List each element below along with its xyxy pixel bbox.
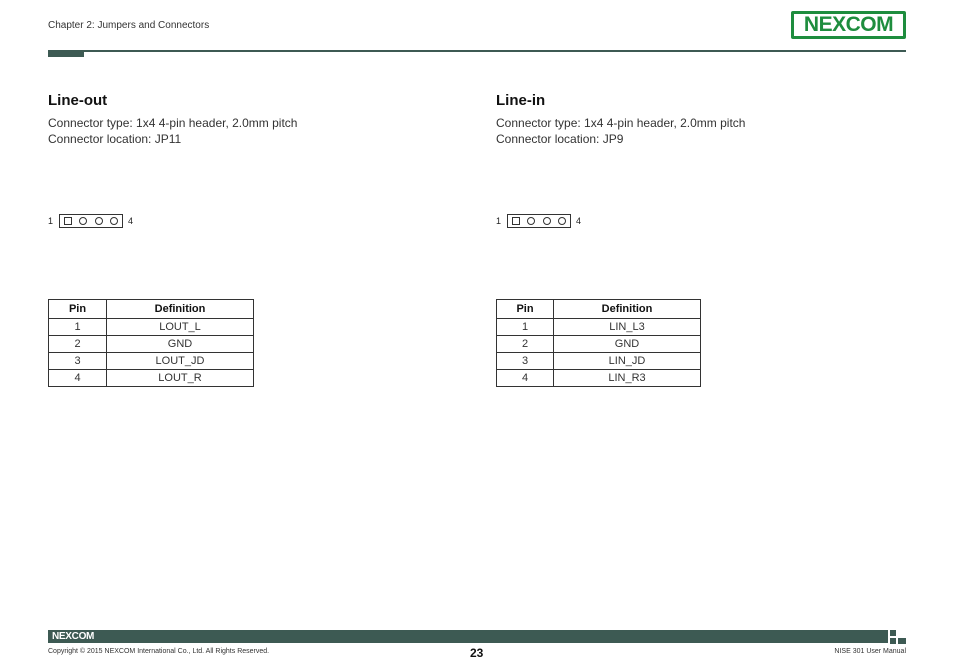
definition-cell: LOUT_L xyxy=(107,319,254,336)
pin-2-round xyxy=(527,217,535,225)
pin-3-round xyxy=(95,217,103,225)
pin-cell: 4 xyxy=(49,370,107,387)
header-rule xyxy=(48,50,906,52)
footer-decor-square xyxy=(890,630,896,636)
header-pin: Pin xyxy=(497,300,554,319)
pin-end-label: 4 xyxy=(128,216,134,226)
pin-table-line-in xyxy=(496,299,701,387)
header-definition: Definition xyxy=(107,300,254,319)
table-row xyxy=(49,319,254,336)
table-header-row xyxy=(497,300,701,319)
header-pin: Pin xyxy=(49,300,107,319)
table-row xyxy=(497,336,701,353)
footer-decor-square xyxy=(890,638,896,644)
footer-decor-square xyxy=(898,638,906,644)
connector-type-line-out: Connector type: 1x4 4-pin header, 2.0mm pitch xyxy=(48,116,298,130)
copyright-text: Copyright © 2015 NEXCOM International Co., Ltd. All Rights Reserved. xyxy=(48,648,270,655)
pin-cell: 1 xyxy=(497,319,554,336)
pin-cell: 4 xyxy=(497,370,554,387)
page-number: 23 xyxy=(470,646,484,660)
section-title-line-in: Line-in xyxy=(496,92,546,109)
pin-4-round xyxy=(558,217,566,225)
pin-cell: 2 xyxy=(49,336,107,353)
pin-end-label: 4 xyxy=(576,216,582,226)
pin-3-round xyxy=(543,217,551,225)
table-header-row xyxy=(49,300,254,319)
definition-cell: LIN_JD xyxy=(554,353,701,370)
header-outline xyxy=(507,214,571,228)
definition-cell: GND xyxy=(107,336,254,353)
logo-text: NEXCOM xyxy=(803,13,894,36)
pin-cell: 3 xyxy=(497,353,554,370)
footer-bar xyxy=(48,630,888,643)
footer-logo: NEXCOM xyxy=(52,631,95,642)
table-row xyxy=(497,319,701,336)
section-title-line-out: Line-out xyxy=(48,92,108,109)
definition-cell: LOUT_R xyxy=(107,370,254,387)
chapter-title: Chapter 2: Jumpers and Connectors xyxy=(48,20,210,31)
connector-type-line-in: Connector type: 1x4 4-pin header, 2.0mm pitch xyxy=(496,116,746,130)
table-row xyxy=(49,370,254,387)
pin-1-square xyxy=(512,217,520,225)
definition-cell: LIN_L3 xyxy=(554,319,701,336)
pin-start-label: 1 xyxy=(48,216,54,226)
table-row xyxy=(497,370,701,387)
pin-4-round xyxy=(110,217,118,225)
header-rule-tab xyxy=(48,50,84,57)
pin-cell: 1 xyxy=(49,319,107,336)
definition-cell: LOUT_JD xyxy=(107,353,254,370)
connector-location-line-out: Connector location: JP11 xyxy=(48,132,182,146)
connector-diagram-jp9 xyxy=(496,214,586,230)
pin-start-label: 1 xyxy=(496,216,502,226)
definition-cell: LIN_R3 xyxy=(554,370,701,387)
table-row xyxy=(49,353,254,370)
table-row xyxy=(497,353,701,370)
nexcom-logo xyxy=(791,11,906,39)
pin-1-square xyxy=(64,217,72,225)
table-row xyxy=(49,336,254,353)
pin-table-line-out xyxy=(48,299,254,387)
pin-cell: 2 xyxy=(497,336,554,353)
manual-name: NISE 301 User Manual xyxy=(834,648,906,655)
connector-location-line-in: Connector location: JP9 xyxy=(496,132,624,146)
pin-2-round xyxy=(79,217,87,225)
pin-cell: 3 xyxy=(49,353,107,370)
definition-cell: GND xyxy=(554,336,701,353)
connector-diagram-jp11 xyxy=(48,214,138,230)
header-outline xyxy=(59,214,123,228)
header-definition: Definition xyxy=(554,300,701,319)
